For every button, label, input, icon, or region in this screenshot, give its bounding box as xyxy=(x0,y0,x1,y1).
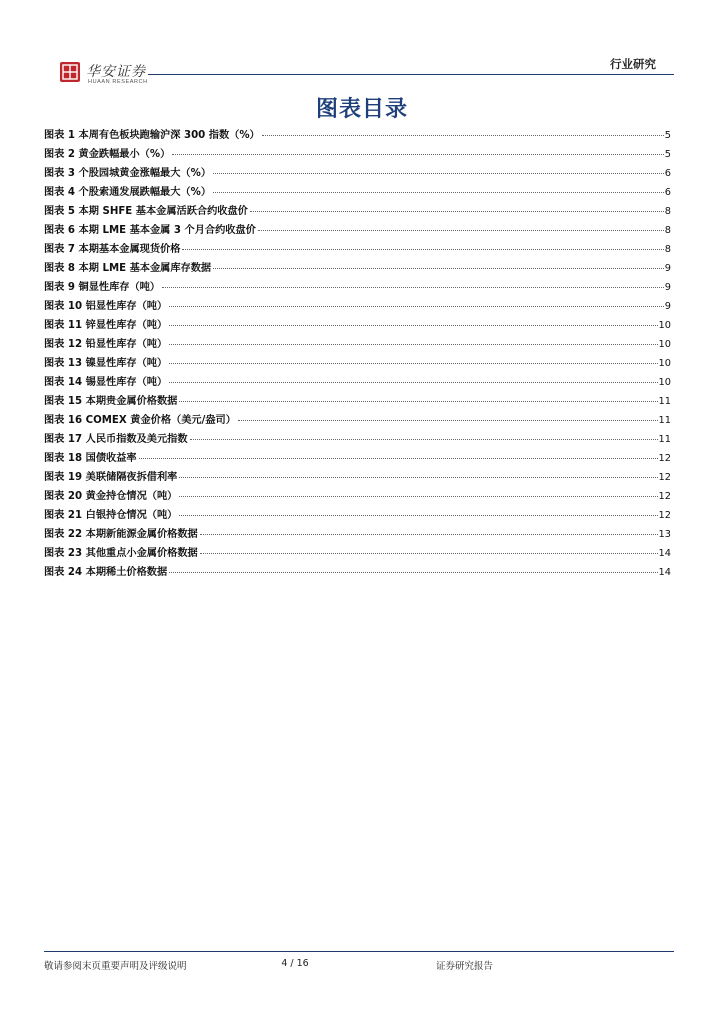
toc-entry[interactable] xyxy=(44,563,671,582)
dot-leader xyxy=(162,287,664,288)
toc-entry[interactable] xyxy=(44,221,671,240)
toc-entry-page[interactable]: 10 xyxy=(658,339,671,350)
dot-leader xyxy=(250,211,664,212)
toc-entry-label[interactable]: 图表 12 铅显性库存（吨） xyxy=(44,339,168,350)
dot-leader xyxy=(179,477,657,478)
dot-leader xyxy=(169,363,657,364)
dot-leader xyxy=(213,268,664,269)
toc-entry-label[interactable]: 图表 4 个股索通发展跌幅最大（%） xyxy=(44,187,212,198)
toc-entry-page[interactable]: 5 xyxy=(664,130,671,141)
toc-entry-page[interactable]: 5 xyxy=(664,149,671,160)
toc-entry-page[interactable]: 10 xyxy=(658,320,671,331)
toc-entry[interactable] xyxy=(44,316,671,335)
toc-title: 图表目录 xyxy=(315,96,408,122)
toc-entry-label[interactable]: 图表 23 其他重点小金属价格数据 xyxy=(44,548,198,559)
toc-entry-label[interactable]: 图表 14 锡显性库存（吨） xyxy=(44,377,168,388)
dot-leader xyxy=(139,458,658,459)
toc-entry[interactable] xyxy=(44,430,671,449)
dot-leader xyxy=(179,496,657,497)
toc-entry[interactable] xyxy=(44,202,671,221)
header-rule xyxy=(148,74,674,75)
toc-entry-page[interactable]: 9 xyxy=(664,263,671,274)
toc-entry-page[interactable]: 9 xyxy=(664,301,671,312)
footer-report-type: 证券研究报告 xyxy=(436,961,494,972)
toc-entry-label[interactable]: 图表 8 本期 LME 基本金属库存数据 xyxy=(44,263,212,274)
table-of-figures xyxy=(44,126,671,582)
toc-entry-page[interactable]: 12 xyxy=(658,510,671,521)
toc-entry-label[interactable]: 图表 3 个股园城黄金涨幅最大（%） xyxy=(44,168,212,179)
toc-entry[interactable] xyxy=(44,411,671,430)
toc-entry-page[interactable]: 6 xyxy=(664,168,671,179)
toc-entry-label[interactable]: 图表 22 本期新能源金属价格数据 xyxy=(44,529,198,540)
dot-leader xyxy=(169,325,657,326)
toc-entry[interactable] xyxy=(44,278,671,297)
logo-subtext: HUAAN RESEARCH xyxy=(88,79,148,85)
logo-text: 华安证券 xyxy=(86,64,146,80)
toc-entry[interactable] xyxy=(44,506,671,525)
dot-leader xyxy=(169,382,657,383)
footer-disclaimer: 敬请参阅末页重要声明及评级说明 xyxy=(44,961,187,972)
toc-entry-page[interactable]: 8 xyxy=(664,225,671,236)
toc-entry-label[interactable]: 图表 20 黄金持仓情况（吨） xyxy=(44,491,178,502)
toc-entry-page[interactable]: 14 xyxy=(658,548,671,559)
toc-entry-label[interactable]: 图表 13 镍显性库存（吨） xyxy=(44,358,168,369)
dot-leader xyxy=(179,515,657,516)
toc-entry-label[interactable]: 图表 16 COMEX 黄金价格（美元/盎司） xyxy=(44,415,236,426)
toc-entry[interactable] xyxy=(44,183,671,202)
dot-leader xyxy=(190,439,658,440)
toc-entry-page[interactable]: 13 xyxy=(658,529,671,540)
dot-leader xyxy=(262,135,664,136)
toc-entry[interactable] xyxy=(44,145,671,164)
section-tag: 行业研究 xyxy=(610,57,656,71)
toc-entry-page[interactable]: 11 xyxy=(658,434,671,445)
toc-entry-page[interactable]: 11 xyxy=(658,415,671,426)
dot-leader xyxy=(213,192,664,193)
toc-entry-page[interactable]: 10 xyxy=(658,358,671,369)
toc-entry-page[interactable]: 8 xyxy=(664,206,671,217)
toc-entry-page[interactable]: 12 xyxy=(658,491,671,502)
dot-leader xyxy=(258,230,664,231)
toc-entry-page[interactable]: 10 xyxy=(658,377,671,388)
logo-icon xyxy=(60,62,80,82)
page-number: 4 / 16 xyxy=(281,958,309,969)
toc-entry[interactable] xyxy=(44,392,671,411)
page-header xyxy=(44,54,674,90)
toc-entry[interactable] xyxy=(44,126,671,145)
dot-leader xyxy=(179,401,657,402)
toc-entry[interactable] xyxy=(44,468,671,487)
toc-entry-label[interactable]: 图表 21 白银持仓情况（吨） xyxy=(44,510,178,521)
dot-leader xyxy=(238,420,658,421)
toc-entry[interactable] xyxy=(44,525,671,544)
toc-entry[interactable] xyxy=(44,373,671,392)
toc-entry-page[interactable]: 14 xyxy=(658,567,671,578)
dot-leader xyxy=(169,306,664,307)
toc-entry-label[interactable]: 图表 2 黄金跌幅最小（%） xyxy=(44,149,171,160)
toc-entry[interactable] xyxy=(44,449,671,468)
toc-entry[interactable] xyxy=(44,259,671,278)
toc-entry-label[interactable]: 图表 10 铝显性库存（吨） xyxy=(44,301,168,312)
toc-entry-label[interactable]: 图表 6 本期 LME 基本金属 3 个月合约收盘价 xyxy=(44,225,256,236)
toc-entry[interactable] xyxy=(44,354,671,373)
toc-entry-label[interactable]: 图表 18 国债收益率 xyxy=(44,453,137,464)
footer-rule xyxy=(44,951,674,952)
dot-leader xyxy=(182,249,663,250)
toc-entry-label[interactable]: 图表 7 本期基本金属现货价格 xyxy=(44,244,181,255)
dot-leader xyxy=(169,572,657,573)
toc-entry-page[interactable]: 11 xyxy=(658,396,671,407)
dot-leader xyxy=(200,553,658,554)
toc-entry[interactable] xyxy=(44,164,671,183)
toc-entry[interactable] xyxy=(44,335,671,354)
toc-entry-page[interactable]: 12 xyxy=(658,472,671,483)
toc-entry-label[interactable]: 图表 9 铜显性库存（吨） xyxy=(44,282,161,293)
toc-entry[interactable] xyxy=(44,544,671,563)
toc-entry-label[interactable]: 图表 1 本周有色板块跑输沪深 300 指数（%） xyxy=(44,130,260,141)
toc-entry-label[interactable]: 图表 11 锌显性库存（吨） xyxy=(44,320,168,331)
toc-entry-label[interactable]: 图表 5 本期 SHFE 基本金属活跃合约收盘价 xyxy=(44,206,248,217)
toc-entry-label[interactable]: 图表 15 本期贵金属价格数据 xyxy=(44,396,178,407)
toc-entry-page[interactable]: 8 xyxy=(664,244,671,255)
toc-entry[interactable] xyxy=(44,487,671,506)
dot-leader xyxy=(213,173,664,174)
toc-entry[interactable] xyxy=(44,240,671,259)
dot-leader xyxy=(169,344,657,345)
toc-entry[interactable] xyxy=(44,297,671,316)
toc-entry-page[interactable]: 9 xyxy=(664,282,671,293)
dot-leader xyxy=(200,534,658,535)
dot-leader xyxy=(172,154,664,155)
toc-entry-page[interactable]: 6 xyxy=(664,187,671,198)
toc-entry-page[interactable]: 12 xyxy=(658,453,671,464)
toc-entry-label[interactable]: 图表 17 人民币指数及美元指数 xyxy=(44,434,188,445)
toc-entry-label[interactable]: 图表 24 本期稀土价格数据 xyxy=(44,567,168,578)
toc-entry-label[interactable]: 图表 19 美联储隔夜拆借利率 xyxy=(44,472,178,483)
